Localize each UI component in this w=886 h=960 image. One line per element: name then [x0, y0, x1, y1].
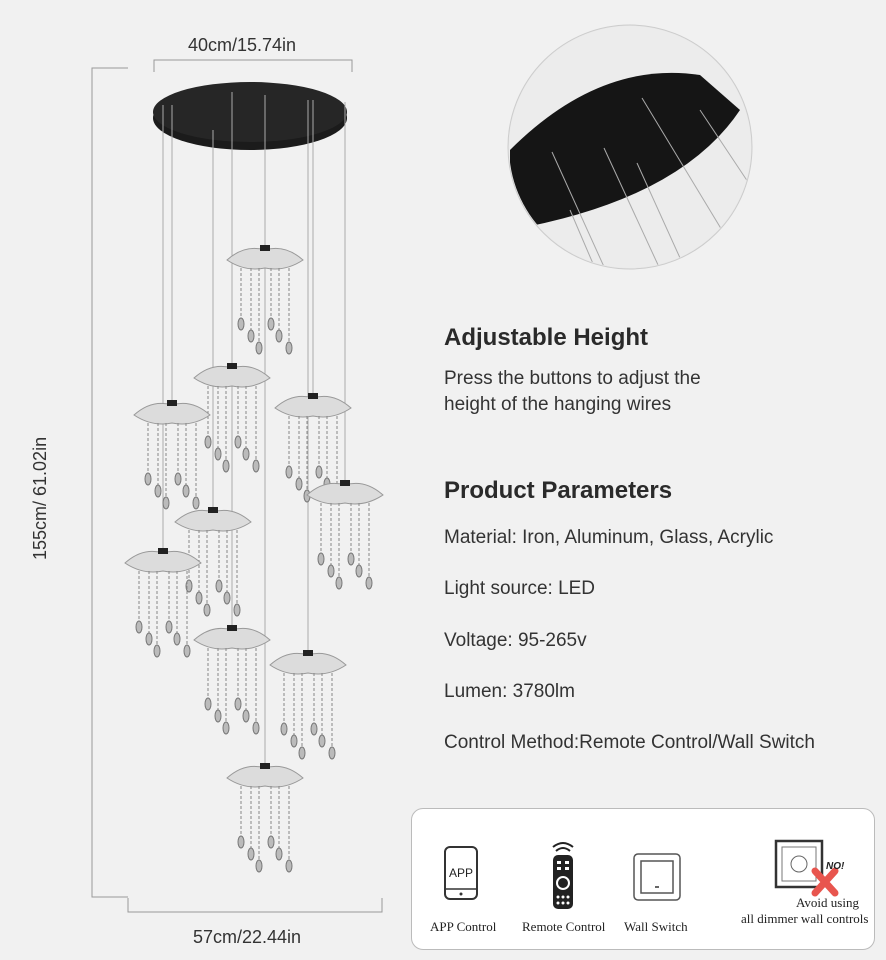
- remote-control-icon: [553, 843, 573, 909]
- param-lumen: Lumen: 3780lm: [444, 681, 575, 702]
- app-control-label: APP Control: [430, 919, 497, 934]
- wall-switch-icon: [634, 854, 680, 900]
- crystal-pendant: [270, 650, 346, 759]
- wall-switch-label: Wall Switch: [624, 919, 688, 934]
- param-voltage: Voltage: 95-265v: [444, 630, 587, 651]
- crystal-pendant: [227, 763, 303, 872]
- dimmer-prohibited-icon: [776, 841, 845, 893]
- adjustable-height-title: Adjustable Height: [444, 324, 649, 351]
- top-width-label: 40cm/15.74in: [188, 35, 297, 55]
- canopy-detail-zoom: [505, 20, 765, 280]
- avoid-label-1: Avoid using: [796, 895, 859, 910]
- param-control-method: Control Method:Remote Control/Wall Switch: [444, 732, 815, 753]
- no-label: NO!: [826, 861, 845, 872]
- param-light-source: Light source: LED: [444, 578, 596, 599]
- crystal-pendant: [307, 480, 383, 589]
- crystal-pendant: [134, 400, 210, 509]
- param-material: Material: Iron, Aluminum, Glass, Acrylic: [444, 527, 774, 548]
- adjustable-desc-2: height of the hanging wires: [444, 394, 672, 415]
- adjustable-desc-1: Press the buttons to adjust the: [444, 368, 701, 389]
- height-label: 155cm/ 61.02in: [30, 436, 50, 560]
- avoid-label-2: all dimmer wall controls: [741, 911, 869, 926]
- phone-app-icon: [445, 847, 477, 899]
- bottom-width-label: 57cm/22.44in: [193, 927, 302, 947]
- crystal-pendant: [194, 625, 270, 734]
- remote-control-label: Remote Control: [522, 919, 606, 934]
- app-icon-text: APP: [448, 866, 474, 880]
- parameters-title: Product Parameters: [444, 477, 673, 504]
- control-options-panel: [411, 808, 875, 950]
- crystal-pendant: [125, 548, 201, 657]
